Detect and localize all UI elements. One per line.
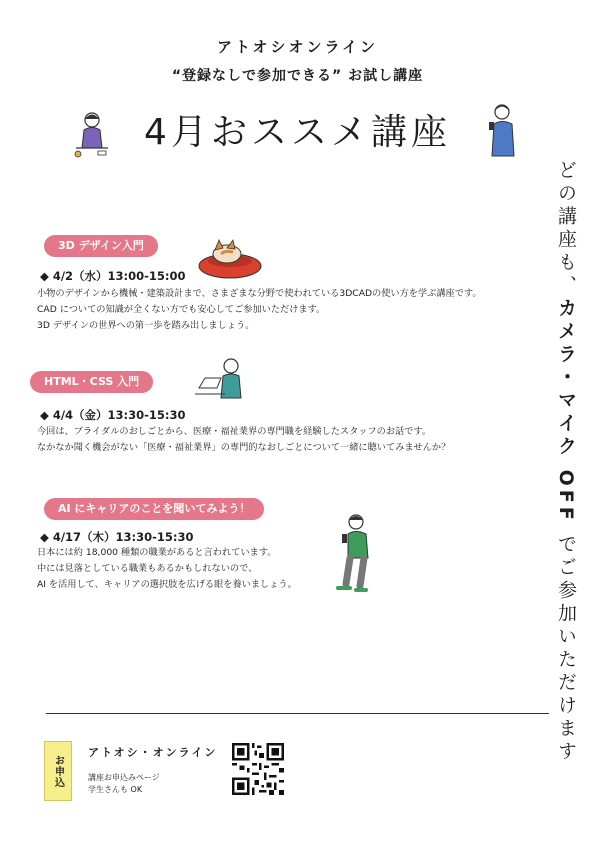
footer-org-name: アトオシ・オンライン bbox=[88, 746, 218, 759]
course-desc-html bbox=[37, 424, 450, 456]
person-laptop-illustration bbox=[195, 354, 247, 400]
apply-page-label[interactable]: 講座お申込みページ bbox=[88, 773, 160, 782]
page-title: 4月おススメ講座 bbox=[144, 112, 451, 153]
course-desc-line: なかなか聞く機会がない「医療・福祉業界」の専門的なおしごとについて一緒に聴いてみませんか？ bbox=[37, 442, 451, 453]
apply-badge[interactable]: お申込 bbox=[44, 741, 72, 801]
students-ok-label: 学生さんも OK bbox=[88, 785, 143, 794]
org-name: アトオシオンライン bbox=[216, 38, 379, 56]
cat-in-bed-illustration bbox=[197, 234, 263, 280]
subtitle: “登録なしで参加できる” お試し講座 bbox=[171, 68, 424, 84]
course-tag-3d: 3D デザイン入門 bbox=[44, 235, 158, 257]
course-desc-line: 今回は、ブライダルのおしごとから、医療・福祉業界の専門職を経験したスタッフのお話です。 bbox=[37, 426, 432, 437]
course-desc-line: 小物のデザインから機械・建築設計まで、さまざまな分野で使われている3DCADの使い方を学ぶ講座です。 bbox=[37, 288, 482, 299]
vertical-note-part3: でご参加いただけます bbox=[555, 523, 577, 764]
qr-code[interactable] bbox=[232, 743, 284, 795]
person-sewing-illustration bbox=[70, 108, 114, 164]
vertical-note-emphasis: カメラ・マイク OFF bbox=[555, 298, 577, 524]
person-phone-illustration bbox=[484, 100, 524, 160]
course-date-3d: ◆ 4/2（水）13:00-15:00 bbox=[40, 269, 186, 283]
vertical-note-part1: どの講座も、 bbox=[555, 160, 577, 298]
course-desc-ai bbox=[37, 545, 297, 593]
course-desc-line: AI を活用して、キャリアの選択肢を広げる眼を養いましょう。 bbox=[37, 579, 297, 590]
course-tag-html: HTML・CSS 入門 bbox=[30, 371, 153, 393]
course-desc-line: 3D デザインの世界への第一歩を踏み出しましょう。 bbox=[37, 320, 255, 331]
course-tag-ai: AI にキャリアのことを聞いてみよう！ bbox=[44, 498, 264, 520]
course-desc-line: 中には見落としている職業もあるかもしれないので、 bbox=[37, 563, 258, 574]
walking-person-phone-illustration bbox=[330, 512, 380, 596]
vertical-note bbox=[540, 160, 580, 764]
course-date-ai: ◆ 4/17（木）13:30-15:30 bbox=[40, 530, 194, 544]
course-desc-line: CAD についての知識が全くない方でも安心してご参加いただけます。 bbox=[37, 304, 326, 315]
course-date-html: ◆ 4/4（金）13:30-15:30 bbox=[40, 408, 186, 422]
course-desc-3d bbox=[37, 286, 482, 334]
course-desc-line: 日本には約 18,000 種類の職業があると言われています。 bbox=[37, 547, 277, 558]
footer-divider bbox=[46, 713, 549, 714]
